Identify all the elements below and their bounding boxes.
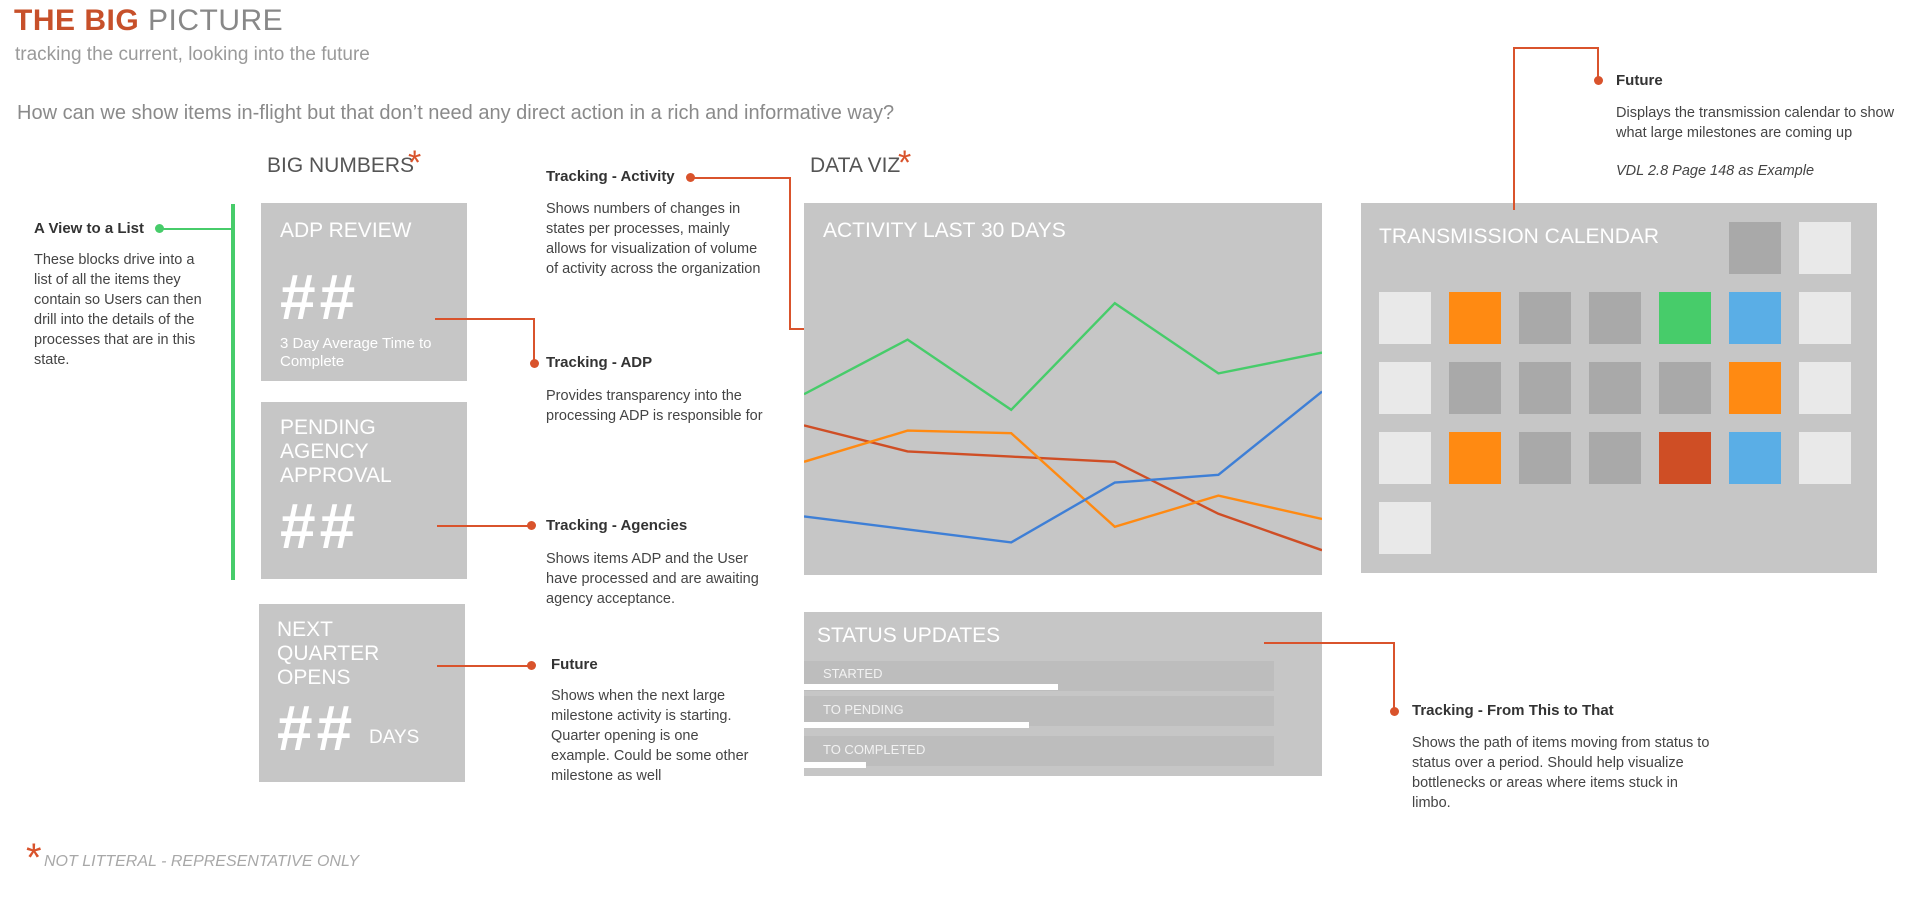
calendar-title: TRANSMISSION CALENDAR bbox=[1379, 225, 1660, 248]
adp-connector-v bbox=[533, 318, 535, 364]
note-agencies-title: Tracking - Agencies bbox=[546, 517, 688, 534]
chart-title: ACTIVITY LAST 30 DAYS bbox=[823, 219, 1066, 242]
calendar-day-cell[interactable] bbox=[1799, 432, 1851, 484]
data-viz-heading: DATA VIZ bbox=[810, 154, 901, 177]
big-numbers-star-icon: * bbox=[408, 144, 422, 182]
calendar-day-cell[interactable] bbox=[1729, 222, 1781, 274]
tile-title: PENDING AGENCY APPROVAL bbox=[280, 416, 392, 487]
footer-disclaimer: NOT LITTERAL - REPRESENTATIVE ONLY bbox=[44, 853, 360, 870]
note-agencies-dot bbox=[527, 521, 536, 530]
adp-review-tile[interactable] bbox=[261, 203, 467, 381]
calendar-day-cell[interactable] bbox=[1379, 362, 1431, 414]
title-bold: THE BIG bbox=[14, 4, 140, 37]
calendar-day-cell[interactable] bbox=[1519, 362, 1571, 414]
status-bar-fill bbox=[804, 684, 1058, 690]
status-updates-panel[interactable] bbox=[804, 612, 1322, 776]
note-from-to-dot bbox=[1390, 707, 1399, 716]
note-future-right-dot bbox=[1594, 76, 1603, 85]
note-from-to-body: Shows the path of items moving from status to status over a period. Should help visualize bottlenecks or areas where items stuck in limbo. bbox=[1412, 735, 1710, 811]
note-adp-title: Tracking - ADP bbox=[546, 354, 653, 371]
calendar-day-cell[interactable] bbox=[1799, 362, 1851, 414]
next-quarter-opens-tile[interactable] bbox=[259, 604, 465, 782]
tile-value: ## bbox=[280, 261, 360, 333]
page-title bbox=[14, 4, 283, 38]
status-bar-label: STARTED bbox=[823, 666, 883, 681]
future-right-connector-v bbox=[1513, 47, 1515, 210]
note-future-left-body: Shows when the next large milestone activity is starting. Quarter opening is one example. Could be some other milestone as well bbox=[551, 688, 749, 784]
note-activity-body: Shows numbers of changes in states per processes, mainly allows for visualization of volume of activity across the organization bbox=[546, 201, 761, 277]
calendar-day-cell[interactable] bbox=[1659, 432, 1711, 484]
calendar-day-cell[interactable] bbox=[1379, 292, 1431, 344]
activity-chart-panel[interactable] bbox=[804, 203, 1322, 575]
status-bar-fill bbox=[804, 722, 1029, 728]
activity-line-chart bbox=[804, 203, 1322, 575]
list-bracket bbox=[231, 204, 235, 580]
tile-title: NEXT QUARTER OPENS bbox=[277, 618, 380, 689]
data-viz-star-icon: * bbox=[898, 144, 912, 182]
calendar-day-cell[interactable] bbox=[1799, 292, 1851, 344]
calendar-day-cell[interactable] bbox=[1449, 362, 1501, 414]
calendar-day-cell[interactable] bbox=[1729, 292, 1781, 344]
calendar-day-cell[interactable] bbox=[1379, 432, 1431, 484]
series-line-red bbox=[804, 425, 1322, 550]
calendar-day-cell[interactable] bbox=[1659, 362, 1711, 414]
agencies-connector bbox=[437, 525, 531, 527]
calendar-day-cell[interactable] bbox=[1659, 292, 1711, 344]
series-line-green bbox=[804, 303, 1322, 410]
note-future-left-dot bbox=[527, 661, 536, 670]
note-future-right-example: VDL 2.8 Page 148 as Example bbox=[1616, 163, 1815, 179]
note-future-left-title: Future bbox=[551, 656, 598, 673]
from-to-connector-v bbox=[1393, 642, 1395, 710]
calendar-day-cell[interactable] bbox=[1589, 362, 1641, 414]
calendar-day-cell[interactable] bbox=[1589, 292, 1641, 344]
tile-value: ## bbox=[280, 490, 360, 562]
status-bar-label: TO COMPLETED bbox=[823, 742, 926, 757]
calendar-day-cell[interactable] bbox=[1379, 502, 1431, 554]
series-line-blue bbox=[804, 392, 1322, 543]
note-activity-title: Tracking - Activity bbox=[546, 168, 675, 185]
note-future-right-title: Future bbox=[1616, 72, 1663, 89]
note-adp-dot bbox=[530, 359, 539, 368]
calendar-day-cell[interactable] bbox=[1729, 432, 1781, 484]
big-numbers-heading: BIG NUMBERS bbox=[267, 154, 415, 177]
transmission-calendar-panel[interactable] bbox=[1361, 203, 1877, 573]
tile-caption: 3 Day Average Time to Complete bbox=[280, 335, 432, 370]
status-title: STATUS UPDATES bbox=[817, 624, 1001, 647]
note-list-body: These blocks drive into a list of all the items they contain so Users can then drill into the details of the processes that are in this state. bbox=[34, 252, 202, 368]
page-subtitle: tracking the current, looking into the future bbox=[15, 44, 370, 65]
note-future-right-body: Displays the transmission calendar to show what large milestones are coming up bbox=[1616, 105, 1895, 141]
calendar-day-cell[interactable] bbox=[1519, 292, 1571, 344]
pending-agency-approval-tile[interactable] bbox=[261, 402, 467, 579]
calendar-day-cell[interactable] bbox=[1449, 432, 1501, 484]
activity-connector-h1 bbox=[690, 177, 790, 179]
design-question: How can we show items in-flight but that don’t need any direct action in a rich and informative way? bbox=[17, 102, 895, 124]
adp-connector-h bbox=[435, 318, 535, 320]
calendar-day-cell[interactable] bbox=[1799, 222, 1851, 274]
note-list-title: A View to a List bbox=[34, 220, 145, 237]
note-list-connector bbox=[160, 228, 232, 230]
title-light: PICTURE bbox=[148, 4, 284, 37]
tile-title: ADP REVIEW bbox=[280, 219, 412, 242]
calendar-day-cell[interactable] bbox=[1519, 432, 1571, 484]
footer-star-icon: * bbox=[26, 836, 42, 880]
tile-value: ## bbox=[277, 692, 357, 764]
note-adp-body: Provides transparency into the processing ADP is responsible for bbox=[546, 388, 763, 424]
status-bar-fill bbox=[804, 762, 866, 768]
tile-unit: DAYS bbox=[369, 727, 420, 748]
from-to-connector-h bbox=[1264, 642, 1395, 644]
future-right-connector-h1 bbox=[1513, 47, 1599, 49]
note-from-to-title: Tracking - From This to That bbox=[1412, 702, 1614, 719]
activity-connector-v bbox=[789, 177, 791, 330]
future-left-connector bbox=[437, 665, 531, 667]
note-agencies-body: Shows items ADP and the User have processed and are awaiting agency acceptance. bbox=[546, 551, 759, 607]
calendar-day-cell[interactable] bbox=[1589, 432, 1641, 484]
calendar-day-cell[interactable] bbox=[1449, 292, 1501, 344]
status-bar-label: TO PENDING bbox=[823, 702, 904, 717]
calendar-day-cell[interactable] bbox=[1729, 362, 1781, 414]
